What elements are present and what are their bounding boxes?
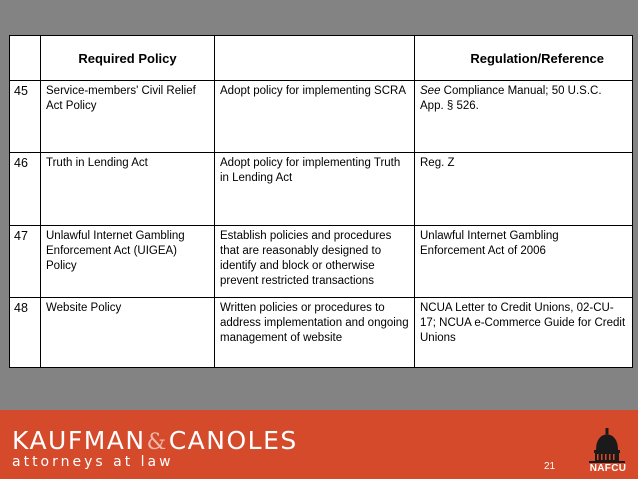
reference-italic: See — [420, 85, 441, 97]
row-policy: Website Policy — [41, 297, 215, 367]
logo-left-text: KAUFMAN — [12, 426, 146, 455]
header-regulation-reference: Regulation/Reference — [415, 36, 633, 81]
reference-text: NCUA Letter to Credit Unions, 02-CU-17; NCUA e-Commerce Guide for Credit Unions — [420, 301, 626, 344]
nafcu-logo-text: NAFCU — [589, 463, 627, 474]
row-action: Adopt policy for implementing Truth in Lending Act — [215, 153, 415, 225]
header-action — [215, 36, 415, 81]
logo-tagline: attorneys at law — [12, 454, 174, 470]
page-number: 21 — [544, 461, 556, 472]
table-header-row — [10, 36, 633, 81]
header-number — [10, 36, 41, 81]
table-row — [10, 81, 633, 153]
row-reference — [415, 297, 633, 367]
table-row — [10, 153, 633, 225]
logo-ampersand: & — [146, 430, 168, 455]
logo-right-text: CANOLES — [168, 426, 298, 455]
row-reference — [415, 225, 633, 297]
reference-text: Unlawful Internet Gambling Enforcement Act of 2006 — [420, 229, 559, 257]
row-number: 45 — [10, 81, 41, 153]
reference-text: Reg. Z — [420, 157, 455, 170]
header-required-policy: Required Policy — [41, 36, 215, 81]
row-policy: Unlawful Internet Gambling Enforcement Act (UIGEA) Policy — [41, 225, 215, 297]
row-number: 46 — [10, 153, 41, 225]
row-number: 48 — [10, 297, 41, 367]
row-reference — [415, 81, 633, 153]
row-policy: Service-members' Civil Relief Act Policy — [41, 81, 215, 153]
table-row — [10, 297, 633, 367]
kaufman-canoles-logo — [12, 428, 298, 456]
policy-table — [9, 35, 633, 368]
row-action: Establish policies and procedures that are reasonably designed to identify and block or otherwise prevent restricted transactions — [215, 225, 415, 297]
row-reference — [415, 153, 633, 225]
row-policy: Truth in Lending Act — [41, 153, 215, 225]
row-action: Adopt policy for implementing SCRA — [215, 81, 415, 153]
table-row — [10, 225, 633, 297]
footer-bar — [0, 410, 638, 479]
row-action: Written policies or procedures to address implementation and ongoing management of website — [215, 297, 415, 367]
row-number: 47 — [10, 225, 41, 297]
reference-text: Compliance Manual; 50 U.S.C. App. § 526. — [420, 85, 602, 112]
